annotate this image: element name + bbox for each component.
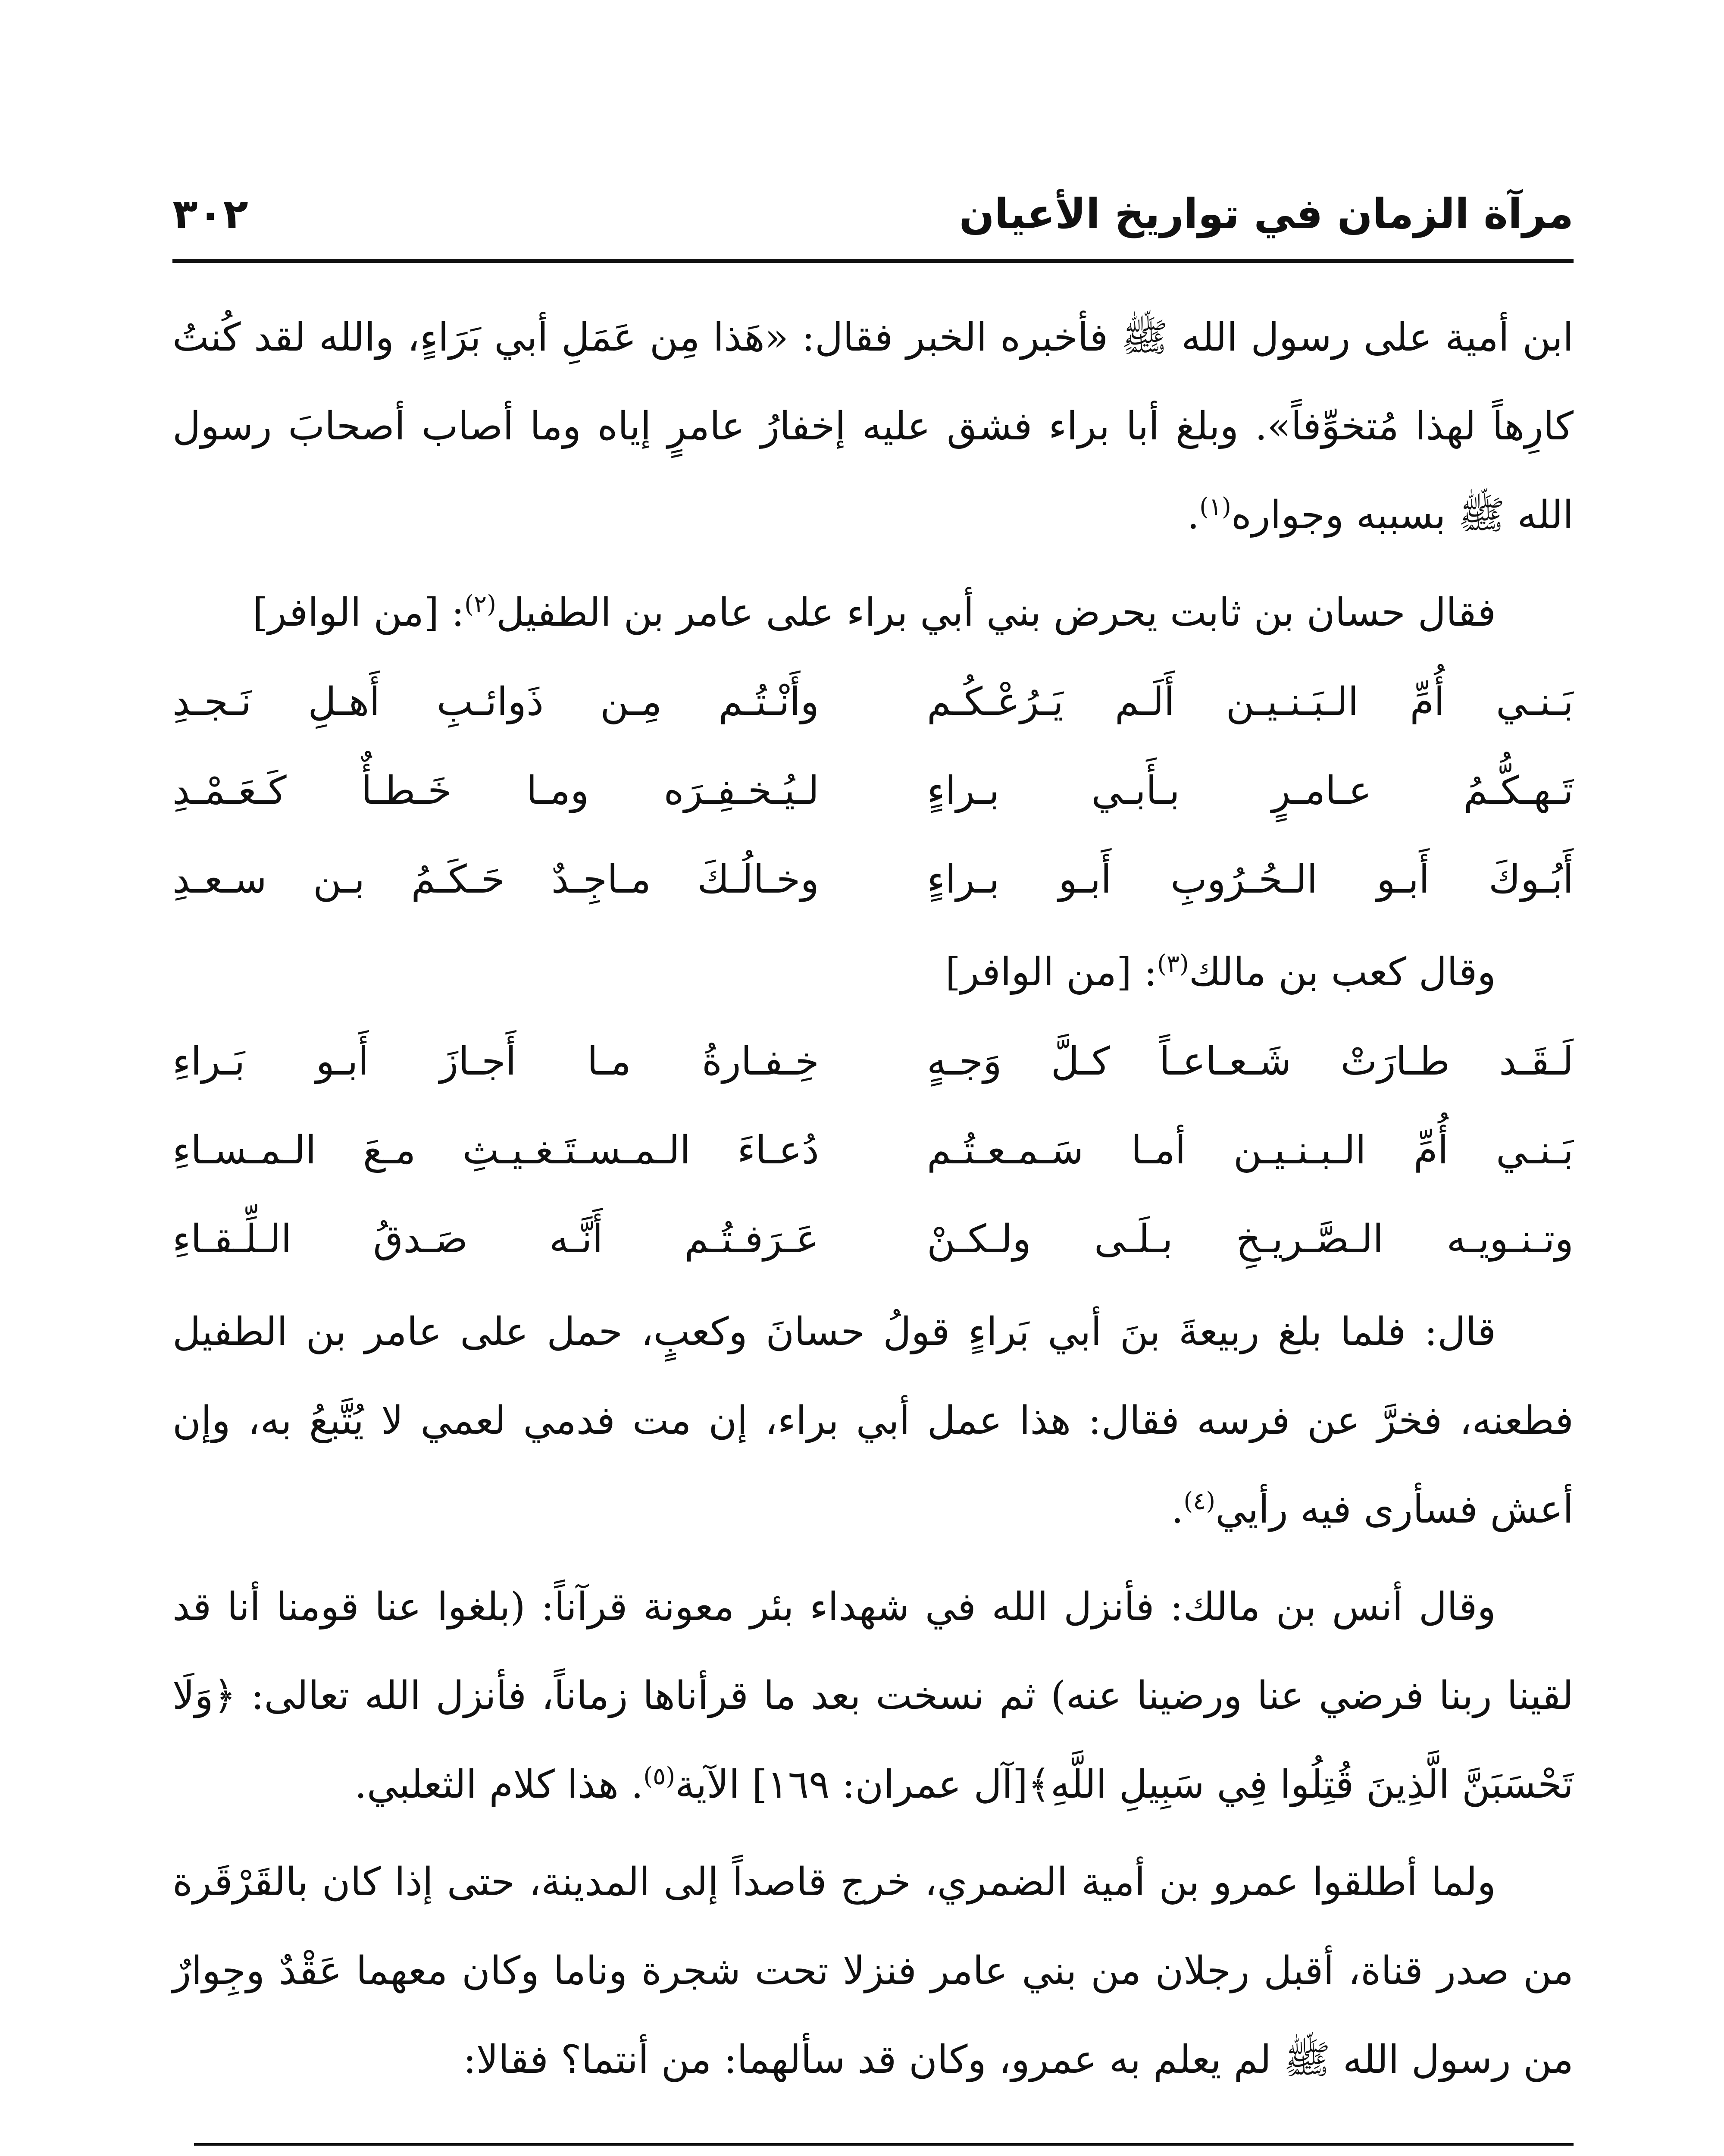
paragraph-4-text: ولما أطلقوا عمرو بن أمية الضمري، خرج قاصداً إلى المدينة، حتى إذا كان بالقَرْقَرة من صدر قناة، أقبل رجلان من بني عامر فنزلا تحت شجرة وناما وكان معهما عَقْدٌ وجِوارٌ من رسول الله ﷺ لم يعلم به عمرو، وكان قد سألهما: من أنتما؟ فقالا: xyxy=(172,1859,1574,2082)
paragraph-1-end: . xyxy=(1187,492,1200,538)
paragraph-3-text: وقال أنس بن مالك: فأنزل الله في شهداء بئر معونة قرآناً: (بلغوا عنا قومنا أنا قد لقينا ربنا فرضي عنا ورضينا عنه) ثم نسخت بعد ما قرأناها زماناً، فأنزل الله تعالى: ﴿وَلَا تَحْسَبَنَّ الَّذِينَ قُتِلُوا فِي سَبِيلِ اللَّهِ﴾[آل عمران: ١٦٩] الآية xyxy=(172,1584,1574,1807)
verse-first-hemistich: بَـنـي أُمِّ الـبَـنـيـن أَلَـم يَـرُعْـكُـم xyxy=(927,679,1574,724)
poem-1-intro xyxy=(172,568,1574,657)
verse-second-hemistich: عَـرَفـتُـم أَنَّـه صَـدقُ الـلِّـقـاءِ xyxy=(172,1216,819,1262)
poem-2 xyxy=(172,1017,1574,1283)
verse-second-hemistich: خِـفـارةُ مـا أَجـازَ أَبـو بَـراءِ xyxy=(172,1038,819,1084)
poem-2-meter: : [من الوافر] xyxy=(945,950,1157,995)
footnote-ref-1: (١) xyxy=(1199,493,1231,521)
poem-2-intro-text: وقال كعب بن مالك xyxy=(1189,950,1496,995)
page-header xyxy=(172,164,1574,263)
poem-2-intro xyxy=(172,928,1574,1017)
paragraph-3-end: . هذا كلام الثعلبي. xyxy=(354,1762,644,1807)
footnote-ref-5: (٥) xyxy=(643,1762,676,1790)
paragraph-4 xyxy=(172,1838,1574,2104)
paragraph-2-text: قال: فلما بلغ ربيعةَ بنَ أبي بَراءٍ قولُ حسانَ وكعبٍ، حمل على عامر بن الطفيل فطعنه، فخرَّ عن فرسه فقال: هذا عمل أبي براء، إن مت فدمي لعمي لا يُتَّبعُ به، وإن أعش فسأرى فيه رأيي xyxy=(172,1309,1574,1532)
paragraph-3 xyxy=(172,1563,1574,1829)
verse-first-hemistich: وتـنـويـه الـصَّـريـخِ بـلَـى ولـكـنْ xyxy=(927,1216,1574,1262)
verse-first-hemistich: تَـهـكُّـمُ عـامـرٍ بـأَبـي بـراءٍ xyxy=(927,768,1574,813)
paragraph-1 xyxy=(172,293,1574,560)
verse-line xyxy=(172,1106,1574,1194)
verse-line xyxy=(172,1194,1574,1283)
footnote-ref-2: (٢) xyxy=(464,590,496,618)
verse-first-hemistich: بَـنـي أُمِّ الـبـنـيـن أمـا سَـمـعـتُـم xyxy=(927,1127,1574,1173)
paragraph-1-text: ابن أمية على رسول الله ﷺ فأخبره الخبر فقال: «هَذا مِن عَمَلِ أبي بَرَاءٍ، والله لقد كُنتُ كارِهاً لهذا مُتخوِّفاً». وبلغ أبا براء فشق عليه إخفارُ عامرٍ إياه وما أصاب أصحابَ رسول الله ﷺ بسببه وجواره xyxy=(172,315,1574,538)
verse-line xyxy=(172,657,1574,746)
book-page xyxy=(172,164,1574,2156)
footnote-ref-3: (٣) xyxy=(1157,950,1189,978)
main-text xyxy=(172,293,1574,2113)
verse-first-hemistich: أَبُـوكَ أَبـو الـحُـرُوبِ أَبـو بـراءٍ xyxy=(927,856,1574,902)
paragraph-2-end: . xyxy=(1171,1487,1184,1532)
footnote-divider xyxy=(194,2143,1574,2146)
verse-line xyxy=(172,1017,1574,1106)
page-number: ٣٠٢ xyxy=(172,190,248,238)
paragraph-2 xyxy=(172,1288,1574,1554)
verse-line xyxy=(172,746,1574,835)
poem-1-intro-text: فقال حسان بن ثابت يحرض بني أبي براء على عامر بن الطفيل xyxy=(496,590,1496,635)
verse-second-hemistich: لـيُـخـفِـرَه ومـا خَـطـأٌ كَـعَـمْـدِ xyxy=(172,768,819,813)
footnote-ref-4: (٤) xyxy=(1183,1487,1216,1515)
verse-second-hemistich: وخـالُـكَ مـاجِـدٌ حَـكَـمُ بـن سـعـدِ xyxy=(172,856,819,902)
poem-1-meter: : [من الوافر] xyxy=(253,590,465,635)
verse-first-hemistich: لَـقَـد طـارَتْ شَـعـاعـاً كـلَّ وَجـهٍ xyxy=(927,1038,1574,1084)
verse-second-hemistich: وأَنْـتُـم مِـن ذَوائـبِ أَهـلِ نَـجـدِ xyxy=(172,679,819,724)
verse-second-hemistich: دُعـاءَ الـمـسـتَـغـيـثِ مـعَ الـمـسـاءِ xyxy=(172,1127,819,1173)
verse-line xyxy=(172,835,1574,924)
running-title: مرآة الزمان في تواريخ الأعيان xyxy=(959,190,1574,238)
poem-1 xyxy=(172,657,1574,924)
